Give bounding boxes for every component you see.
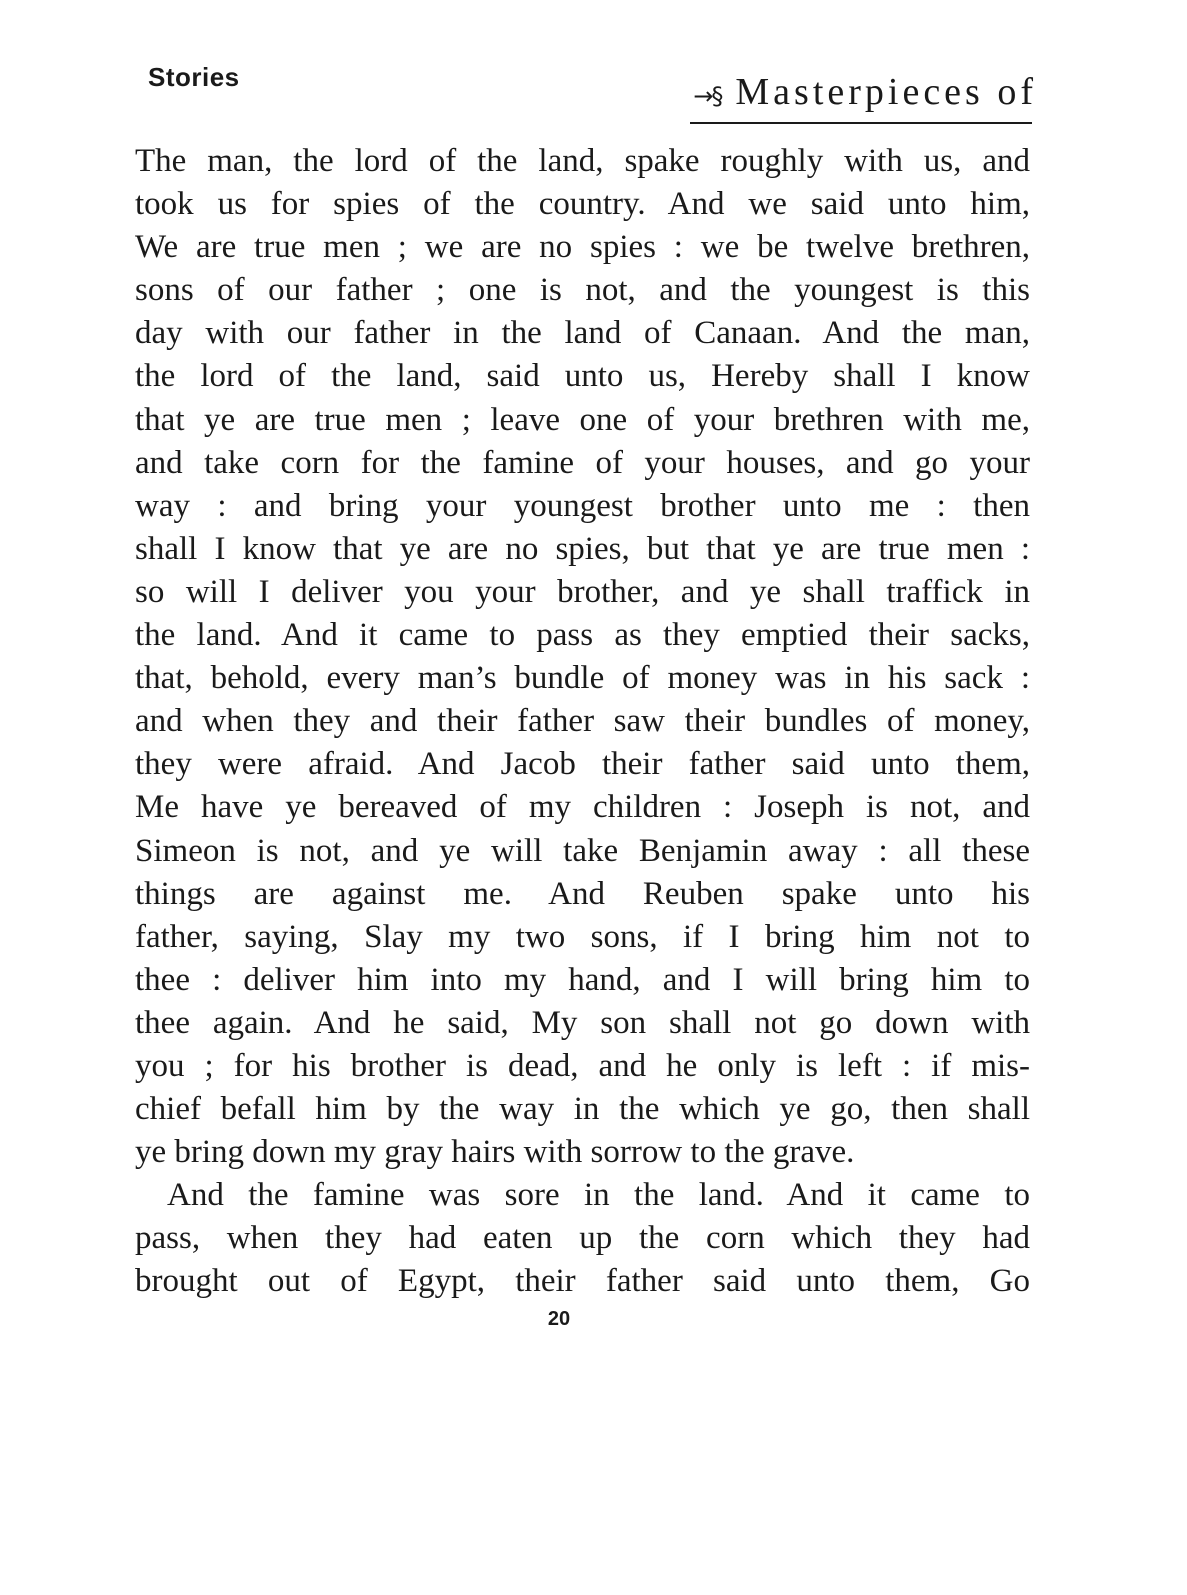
- text-line: father, saying, Slay my two sons, if I bring him not to: [135, 918, 1030, 955]
- text-line: they were afraid. And Jacob their father said unto them,: [135, 746, 1030, 783]
- text-line: thee : deliver him into my hand, and I will bring him to: [135, 961, 1030, 998]
- text-line: and take corn for the famine of your houses, and go your: [135, 444, 1030, 481]
- text-line: Me have ye bereaved of my children : Joseph is not, and: [135, 789, 1030, 826]
- ornament-arrow-icon: →§: [693, 82, 722, 110]
- text-line: way : and bring your youngest brother unto me : then: [135, 487, 1030, 524]
- running-head-left: Stories: [148, 62, 240, 92]
- text-line: things are against me. And Reuben spake unto his: [135, 875, 1030, 912]
- text-line: took us for spies of the country. And we said unto him,: [135, 186, 1030, 223]
- running-head-right: [693, 70, 1037, 114]
- text-line: you ; for his brother is dead, and he only is left : if mis-: [135, 1047, 1030, 1084]
- text-line: that, behold, every man’s bundle of money was in his sack :: [135, 660, 1030, 697]
- text-line: day with our father in the land of Canaan. And the man,: [135, 315, 1030, 352]
- text-line: the land. And it came to pass as they emptied their sacks,: [135, 617, 1030, 654]
- running-title: Masterpieces of: [735, 71, 1037, 113]
- body-text: [135, 140, 1030, 1304]
- text-line: so will I deliver you your brother, and ye shall traffick in: [135, 573, 1030, 610]
- text-line: shall I know that ye are no spies, but that ye are true men :: [135, 530, 1030, 567]
- text-line: pass, when they had eaten up the corn which they had: [135, 1220, 1030, 1257]
- text-line: The man, the lord of the land, spake roughly with us, and: [135, 143, 1030, 179]
- page-number: 20: [547, 1308, 571, 1330]
- text-line: sons of our father ; one is not, and the youngest is this: [135, 272, 1030, 309]
- text-line: Simeon is not, and ye will take Benjamin away : all these: [135, 832, 1030, 869]
- text-line: brought out of Egypt, their father said unto them, Go: [135, 1263, 1030, 1300]
- text-line: ye bring down my gray hairs with sorrow to the grave.: [135, 1134, 855, 1171]
- text-line: We are true men ; we are no spies : we be twelve brethren,: [135, 229, 1030, 266]
- header-rule: [690, 122, 1032, 124]
- text-line: the lord of the land, said unto us, Hereby shall I know: [135, 358, 1030, 395]
- text-line: thee again. And he said, My son shall not go down with: [135, 1004, 1030, 1041]
- text-line: And the famine was sore in the land. And it came to: [167, 1177, 1030, 1214]
- text-line: chief befall him by the way in the which ye go, then shall: [135, 1091, 1030, 1128]
- text-line: and when they and their father saw their bundles of money,: [135, 703, 1030, 740]
- text-line: that ye are true men ; leave one of your brethren with me,: [135, 401, 1030, 438]
